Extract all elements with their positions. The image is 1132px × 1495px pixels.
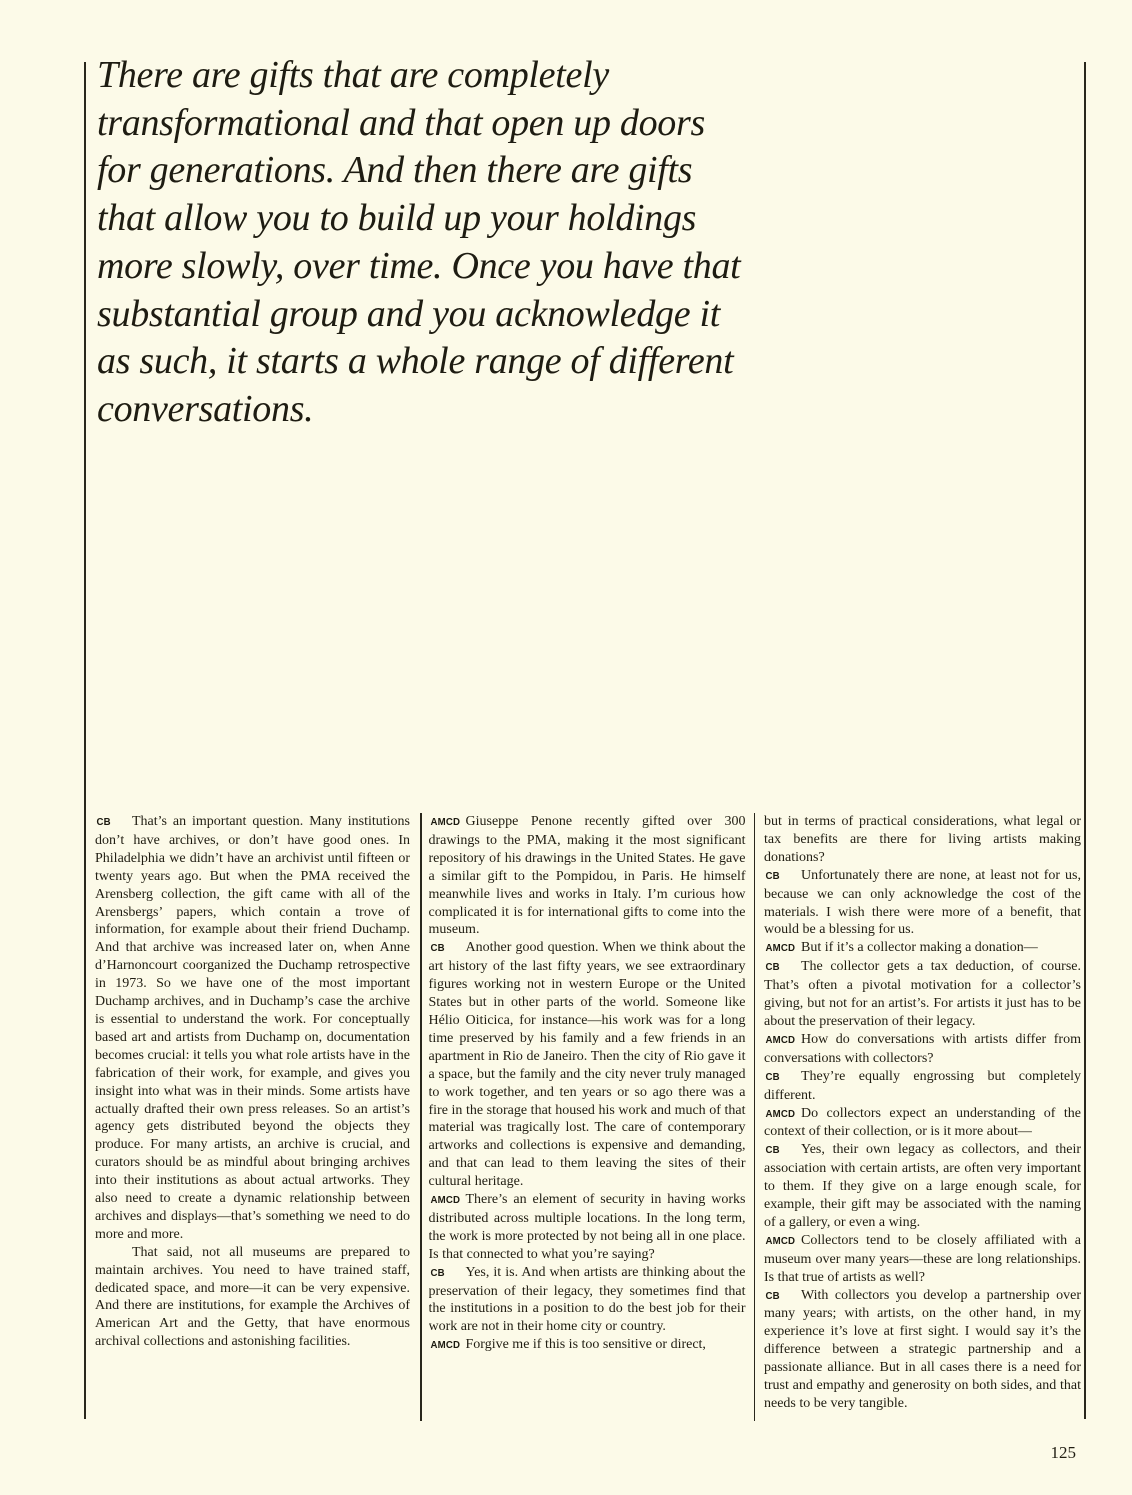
paragraph-text: Giuseppe Penone recently gifted over 300 drawings to the PMA, making it the most significant repository of his drawings in the United States. He gave a similar gift to the Pompidou, in Paris. He himself meanwhile lives and works in Italy. I’m curious how complicated it is for international gifts to come into the museum. bbox=[428, 814, 746, 938]
interview-column-1 bbox=[95, 813, 410, 1421]
speaker-label: AMCD bbox=[765, 942, 796, 955]
pull-quote-line: for generations. And then there are gifts bbox=[97, 149, 693, 192]
pull-quote-line: substantial group and you acknowledge it bbox=[97, 292, 721, 335]
interview-columns bbox=[95, 813, 1085, 1421]
interview-paragraph bbox=[764, 1031, 1081, 1068]
paragraph-text: Yes, their own legacy as collectors, and their association with certain artists, are often very important to them. If they give on a large enough scale, for example, their gift may be associated with the naming of a gallery, or even a wing. bbox=[764, 1142, 1081, 1230]
paragraph-text: Forgive me if this is too sensitive or direct, bbox=[465, 1337, 706, 1353]
speaker-label: CB bbox=[96, 816, 111, 828]
interview-paragraph bbox=[764, 1105, 1081, 1142]
paragraph-text: But if it’s a collector making a donation— bbox=[801, 940, 1038, 956]
speaker-label: CB bbox=[765, 1289, 780, 1302]
interview-paragraph bbox=[429, 939, 746, 1191]
paragraph-text: With collectors you develop a partnership over many years; with artists, on the other hand, in my experience it’s love at first sight. I would say it’s the difference between a strategic partnership and a passionate alliance. But in all cases there is a need for trust and empathy and generosity on both sides, and that needs to be very tangible. bbox=[764, 1287, 1081, 1411]
pull-quote-line: more slowly, over time. Once you have that bbox=[97, 244, 741, 287]
speaker-label: AMCD bbox=[429, 1194, 460, 1207]
paragraph-text: but in terms of practical considerations, what legal or tax benefits are there for living artists making donations? bbox=[764, 814, 1081, 865]
interview-column-3 bbox=[764, 813, 1081, 1421]
interview-paragraph bbox=[764, 867, 1081, 940]
speaker-label: AMCD bbox=[429, 1339, 460, 1352]
paragraph-text: That’s an important question. Many institutions don’t have archives, or don’t have good ones. In Philadelphia we didn’t have an archivist until fifteen or twenty years ago. But when the PMA received the Arensberg collection, the gift came with all of the Arensbergs’ papers, which contain a trove of information, for example about their friend Duchamp. And that archive was increased later on, when Anne d’Harnoncourt coorganized the Duchamp retrospective in 1973. So we have one of the most important Duchamp archives, and in Duchamp’s case the archive is essential to understand the work. For conceptually based art and artists from Duchamp on, documentation becomes crucial: it tells you what role artists have in the fabrication of their work, for example, and gives you insight into what was in their minds. Some artists have actually drafted their own press releases. So an artist’s agency gets distributed beyond the objects they produce. For many artists, an archive is crucial, and curators should be as mindful about bringing archives into their institutions as about actual artworks. They also need to create a dynamic relationship between archives and displays—that’s something we need to do more and more. bbox=[95, 814, 410, 1242]
interview-column-2 bbox=[429, 813, 746, 1421]
speaker-label: AMCD bbox=[765, 1107, 796, 1120]
interview-paragraph bbox=[429, 1191, 746, 1264]
interview-paragraph bbox=[429, 1264, 746, 1337]
pull-quote-line: transformational and that open up doors bbox=[97, 101, 705, 144]
paragraph-text: Do collectors expect an understanding of the context of their collection, or is it more about— bbox=[764, 1105, 1081, 1140]
pull-quote-line: as such, it starts a whole range of different bbox=[97, 340, 734, 383]
paragraph-text: That said, not all museums are prepared to maintain archives. You need to have trained staff, dedicated space, and more—it can be very expensive. And there are institutions, for example the Archives of American Art and the Getty, that have enormous archival collections and astonishing facilities. bbox=[95, 1244, 410, 1350]
interview-paragraph bbox=[764, 1232, 1081, 1287]
paragraph-text: The collector gets a tax deduction, of course. That’s often a pivotal motivation for a collector’s giving, but not for an artist’s. For artists it just has to be about the preservation of their legacy. bbox=[764, 959, 1081, 1029]
paragraph-text: Another good question. When we think about the art history of the last fifty years, we see extraordinary figures working not in western Europe or the United States but in other parts of the world. Someone like Hélio Oiticica, for instance—his work was for a long time preserved by his family and a few friends in an apartment in Rio de Janeiro. Then the city of Rio gave it a space, but the family and the city never truly managed to work together, and ten years or so ago there was a fire in the storage that housed his work and much of that material was tragically lost. The care of contemporary artworks and collections is expensive and demanding, and that can lead to them leaving the sites of their cultural heritage. bbox=[428, 940, 746, 1190]
paragraph-text: Yes, it is. And when artists are thinking about the preservation of their legacy, they sometimes find that the institutions in a position to do the best job for their work are not in their home city or country. bbox=[428, 1264, 746, 1335]
paragraph-text: Unfortunately there are none, at least not for us, because we can only acknowledge the cost of the materials. I wish there were more of a benefit, that would be a blessing for us. bbox=[764, 867, 1081, 938]
paragraph-text: Collectors tend to be closely affiliated with a museum over many years—these are long relationships. Is that true of artists as well? bbox=[764, 1232, 1081, 1285]
interview-paragraph bbox=[764, 813, 1081, 867]
column-separator-rule bbox=[754, 813, 756, 1421]
speaker-label: CB bbox=[429, 942, 445, 955]
speaker-label: CB bbox=[429, 1266, 445, 1279]
pull-quote bbox=[97, 52, 817, 434]
interview-paragraph bbox=[764, 958, 1081, 1031]
paragraph-text: There’s an element of security in having works distributed across multiple locations. In the long term, the work is more protected by not being all in one place. Is that connected to what you’re saying? bbox=[428, 1192, 746, 1262]
interview-paragraph bbox=[764, 1141, 1081, 1232]
speaker-label: CB bbox=[765, 1144, 780, 1157]
paragraph-text: How do conversations with artists differ from conversations with collectors? bbox=[764, 1031, 1081, 1066]
left-vertical-rule bbox=[84, 62, 86, 1419]
page-number: 125 bbox=[1050, 1443, 1076, 1462]
interview-paragraph bbox=[764, 1287, 1081, 1413]
interview-paragraph bbox=[95, 813, 410, 1244]
column-separator-rule bbox=[420, 813, 422, 1421]
interview-paragraph bbox=[429, 813, 746, 939]
pull-quote-line: that allow you to build up your holdings bbox=[97, 197, 697, 240]
speaker-label: AMCD bbox=[429, 816, 460, 828]
paragraph-text: They’re equally engrossing but completely different. bbox=[764, 1068, 1081, 1103]
pull-quote-line: There are gifts that are completely bbox=[97, 54, 609, 96]
speaker-label: CB bbox=[765, 1070, 780, 1083]
interview-paragraph bbox=[95, 1244, 410, 1351]
speaker-label: CB bbox=[765, 961, 780, 974]
speaker-label: AMCD bbox=[765, 1234, 796, 1247]
speaker-label: CB bbox=[765, 869, 780, 882]
pull-quote-line: conversations. bbox=[97, 387, 314, 430]
interview-paragraph bbox=[764, 1068, 1081, 1105]
interview-paragraph bbox=[764, 939, 1081, 958]
speaker-label: AMCD bbox=[765, 1033, 796, 1046]
interview-paragraph bbox=[429, 1336, 746, 1355]
